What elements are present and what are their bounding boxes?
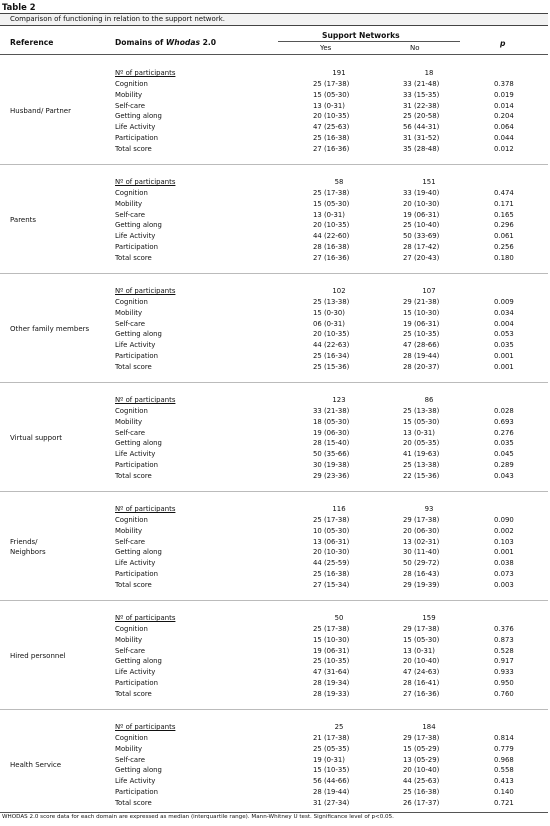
participants-no: 151	[422, 178, 436, 186]
group-divider	[0, 273, 548, 274]
participants-label: Nº of participants	[115, 396, 176, 404]
no-cell: 25 (13-38)	[403, 461, 440, 470]
group-divider	[0, 491, 548, 492]
participants-yes: 102	[332, 287, 346, 295]
domain-cell: Self-care	[115, 646, 145, 655]
domain-cell: Self-care	[115, 101, 145, 110]
no-cell: 25 (13-38)	[403, 406, 440, 415]
p-value-cell: 0.760	[494, 689, 514, 698]
participants-yes: 116	[332, 505, 346, 513]
p-value-cell: 0.035	[494, 439, 514, 448]
yes-cell: 13 (0-31)	[313, 101, 345, 110]
yes-cell: 25 (17-38)	[313, 188, 350, 197]
yes-cell: 21 (17-38)	[313, 733, 350, 742]
participants-label: Nº of participants	[115, 614, 176, 622]
yes-cell: 19 (06-30)	[313, 428, 350, 437]
yes-cell: 25 (17-38)	[313, 624, 350, 633]
domain-cell: Participation	[115, 461, 159, 470]
p-value-cell: 0.001	[494, 548, 514, 557]
domain-cell: Cognition	[115, 406, 148, 415]
yes-cell: 30 (19-38)	[313, 461, 350, 470]
domain-cell: Self-care	[115, 428, 145, 437]
domain-cell: Life Activity	[115, 668, 156, 677]
yes-cell: 25 (16-38)	[313, 570, 350, 579]
yes-cell: 06 (0-31)	[313, 319, 345, 328]
yes-cell: 27 (16-36)	[313, 144, 350, 153]
p-value-cell: 0.378	[494, 79, 514, 88]
domain-cell: Cognition	[115, 79, 148, 88]
no-cell: 30 (11-40)	[403, 548, 440, 557]
domain-cell: Self-care	[115, 537, 145, 546]
no-cell: 27 (20-43)	[403, 253, 440, 262]
no-cell: 35 (28-48)	[403, 144, 440, 153]
yes-cell: 19 (0-31)	[313, 755, 345, 764]
no-cell: 20 (06-30)	[403, 526, 440, 535]
yes-cell: 20 (10-35)	[313, 221, 350, 230]
no-cell: 22 (15-36)	[403, 471, 440, 480]
domain-cell: Total score	[115, 689, 152, 698]
no-cell: 15 (05-30)	[403, 635, 440, 644]
no-cell: 28 (17-42)	[403, 243, 440, 252]
participants-label: Nº of participants	[115, 505, 176, 513]
no-cell: 33 (19-40)	[403, 188, 440, 197]
group-reference: Parents	[10, 215, 37, 224]
group-divider	[0, 164, 548, 165]
p-value-cell: 0.558	[494, 766, 514, 775]
no-cell: 15 (05-30)	[403, 417, 440, 426]
no-cell: 27 (16-36)	[403, 689, 440, 698]
header-domains-prefix: Domains of	[115, 38, 166, 47]
no-cell: 31 (22-38)	[403, 101, 440, 110]
yes-cell: 56 (44-66)	[313, 777, 350, 786]
no-cell: 25 (20-58)	[403, 112, 440, 121]
domain-cell: Mobility	[115, 526, 143, 535]
yes-cell: 27 (15-34)	[313, 580, 350, 589]
no-cell: 25 (10-35)	[403, 330, 440, 339]
domain-cell: Getting along	[115, 221, 162, 230]
domain-cell: Cognition	[115, 297, 148, 306]
yes-cell: 19 (06-31)	[313, 646, 350, 655]
no-cell: 29 (21-38)	[403, 297, 440, 306]
yes-cell: 10 (05-30)	[313, 526, 350, 535]
participants-no: 159	[422, 614, 436, 622]
yes-cell: 25 (13-38)	[313, 297, 350, 306]
no-cell: 19 (06-31)	[403, 319, 440, 328]
yes-cell: 20 (10-35)	[313, 330, 350, 339]
yes-cell: 27 (16-36)	[313, 253, 350, 262]
domain-cell: Life Activity	[115, 559, 156, 568]
yes-cell: 20 (10-30)	[313, 548, 350, 557]
yes-cell: 28 (19-33)	[313, 689, 350, 698]
p-value-cell: 0.276	[494, 428, 514, 437]
participants-no: 93	[424, 505, 434, 513]
domain-cell: Self-care	[115, 210, 145, 219]
yes-cell: 33 (21-38)	[313, 406, 350, 415]
domain-cell: Mobility	[115, 417, 143, 426]
bottom-rule	[0, 812, 548, 813]
p-value-cell: 0.001	[494, 352, 514, 361]
p-value-cell: 0.035	[494, 341, 514, 350]
p-value-cell: 0.038	[494, 559, 514, 568]
p-value-cell: 0.376	[494, 624, 514, 633]
table-label: Table 2	[2, 2, 36, 12]
p-value-cell: 0.140	[494, 788, 514, 797]
no-cell: 13 (02-31)	[403, 537, 440, 546]
no-cell: 25 (10-40)	[403, 221, 440, 230]
participants-yes: 123	[332, 396, 346, 404]
group-reference: Friends/	[10, 537, 38, 546]
domain-cell: Participation	[115, 570, 159, 579]
p-value-cell: 0.014	[494, 101, 514, 110]
p-value-cell: 0.171	[494, 199, 514, 208]
yes-cell: 15 (10-35)	[313, 766, 350, 775]
domain-cell: Mobility	[115, 744, 143, 753]
yes-cell: 31 (27-34)	[313, 798, 350, 807]
domain-cell: Getting along	[115, 657, 162, 666]
yes-cell: 25 (15-36)	[313, 362, 350, 371]
p-value-cell: 0.061	[494, 232, 514, 241]
group-divider	[0, 709, 548, 710]
no-cell: 20 (05-35)	[403, 439, 440, 448]
no-cell: 15 (05-29)	[403, 744, 440, 753]
caption-bar	[0, 13, 548, 26]
no-cell: 50 (29-72)	[403, 559, 440, 568]
header-support-networks: Support Networks	[322, 31, 400, 40]
p-value-cell: 0.019	[494, 90, 514, 99]
domain-cell: Mobility	[115, 308, 143, 317]
domain-cell: Participation	[115, 134, 159, 143]
no-cell: 44 (25-63)	[403, 777, 440, 786]
no-cell: 20 (10-40)	[403, 766, 440, 775]
p-value-cell: 0.034	[494, 308, 514, 317]
p-value-cell: 0.474	[494, 188, 514, 197]
domain-cell: Self-care	[115, 755, 145, 764]
no-cell: 50 (33-69)	[403, 232, 440, 241]
p-value-cell: 0.296	[494, 221, 514, 230]
yes-cell: 44 (22-60)	[313, 232, 350, 241]
participants-label: Nº of participants	[115, 723, 176, 731]
no-cell: 56 (44-31)	[403, 123, 440, 132]
participants-yes: 58	[334, 178, 344, 186]
p-value-cell: 0.003	[494, 580, 514, 589]
header-domains	[115, 38, 216, 47]
domain-cell: Getting along	[115, 439, 162, 448]
no-cell: 28 (19-44)	[403, 352, 440, 361]
table-caption: Comparison of functioning in relation to the support network.	[10, 15, 225, 23]
p-value-cell: 0.917	[494, 657, 514, 666]
header-domains-suffix: 2.0	[200, 38, 217, 47]
yes-cell: 44 (22-63)	[313, 341, 350, 350]
no-cell: 20 (10-30)	[403, 199, 440, 208]
participants-label: Nº of participants	[115, 69, 176, 77]
yes-cell: 47 (31-64)	[313, 668, 350, 677]
participants-yes: 191	[332, 69, 346, 77]
header-no: No	[410, 44, 420, 52]
p-value-cell: 0.073	[494, 570, 514, 579]
no-cell: 19 (06-31)	[403, 210, 440, 219]
domain-cell: Life Activity	[115, 450, 156, 459]
p-value-cell: 0.053	[494, 330, 514, 339]
p-value-cell: 0.289	[494, 461, 514, 470]
domain-cell: Mobility	[115, 90, 143, 99]
p-value-cell: 0.950	[494, 679, 514, 688]
p-value-cell: 0.028	[494, 406, 514, 415]
yes-cell: 28 (15-40)	[313, 439, 350, 448]
domain-cell: Life Activity	[115, 777, 156, 786]
p-value-cell: 0.256	[494, 243, 514, 252]
domain-cell: Total score	[115, 471, 152, 480]
p-value-cell: 0.001	[494, 362, 514, 371]
p-value-cell: 0.693	[494, 417, 514, 426]
no-cell: 25 (16-38)	[403, 788, 440, 797]
domain-cell: Participation	[115, 679, 159, 688]
yes-cell: 13 (0-31)	[313, 210, 345, 219]
no-cell: 29 (19-39)	[403, 580, 440, 589]
domain-cell: Self-care	[115, 319, 145, 328]
p-value-cell: 0.779	[494, 744, 514, 753]
no-cell: 28 (20-37)	[403, 362, 440, 371]
p-value-cell: 0.002	[494, 526, 514, 535]
participants-label: Nº of participants	[115, 287, 176, 295]
domain-cell: Life Activity	[115, 341, 156, 350]
header-yes: Yes	[320, 44, 332, 52]
domain-cell: Life Activity	[115, 232, 156, 241]
p-value-cell: 0.180	[494, 253, 514, 262]
no-cell: 28 (16-43)	[403, 570, 440, 579]
p-value-cell: 0.012	[494, 144, 514, 153]
domain-cell: Getting along	[115, 330, 162, 339]
group-reference: Husband/ Partner	[10, 106, 71, 115]
group-reference: Hired personnel	[10, 651, 66, 660]
no-cell: 47 (28-66)	[403, 341, 440, 350]
p-value-cell: 0.004	[494, 319, 514, 328]
p-value-cell: 0.528	[494, 646, 514, 655]
header-reference: Reference	[10, 38, 54, 47]
yes-cell: 15 (0-30)	[313, 308, 345, 317]
no-cell: 33 (15-35)	[403, 90, 440, 99]
domain-cell: Life Activity	[115, 123, 156, 132]
yes-cell: 28 (19-34)	[313, 679, 350, 688]
group-divider	[0, 600, 548, 601]
yes-cell: 28 (16-38)	[313, 243, 350, 252]
domain-cell: Cognition	[115, 515, 148, 524]
domain-cell: Total score	[115, 798, 152, 807]
participants-no: 107	[422, 287, 436, 295]
domain-cell: Participation	[115, 243, 159, 252]
yes-cell: 44 (25-59)	[313, 559, 350, 568]
p-value-cell: 0.043	[494, 471, 514, 480]
header-domains-italic: Whodas	[165, 38, 200, 47]
yes-cell: 29 (23-36)	[313, 471, 350, 480]
no-cell: 13 (0-31)	[403, 646, 435, 655]
domain-cell: Participation	[115, 352, 159, 361]
yes-cell: 47 (25-63)	[313, 123, 350, 132]
yes-cell: 28 (19-44)	[313, 788, 350, 797]
yes-cell: 25 (05-35)	[313, 744, 350, 753]
domain-cell: Cognition	[115, 624, 148, 633]
domain-cell: Cognition	[115, 733, 148, 742]
domain-cell: Total score	[115, 253, 152, 262]
participants-label: Nº of participants	[115, 178, 176, 186]
p-value-cell: 0.873	[494, 635, 514, 644]
yes-cell: 25 (17-38)	[313, 79, 350, 88]
p-value-cell: 0.045	[494, 450, 514, 459]
p-value-cell: 0.933	[494, 668, 514, 677]
group-reference: Virtual support	[10, 433, 62, 442]
no-cell: 29 (17-38)	[403, 733, 440, 742]
participants-no: 18	[424, 69, 434, 77]
yes-cell: 50 (35-66)	[313, 450, 350, 459]
p-value-cell: 0.064	[494, 123, 514, 132]
participants-no: 184	[422, 723, 436, 731]
domain-cell: Getting along	[115, 112, 162, 121]
no-cell: 29 (17-38)	[403, 515, 440, 524]
p-value-cell: 0.090	[494, 515, 514, 524]
no-cell: 15 (10-30)	[403, 308, 440, 317]
yes-cell: 25 (10-35)	[313, 657, 350, 666]
yes-cell: 15 (05-30)	[313, 199, 350, 208]
yes-cell: 25 (17-38)	[313, 515, 350, 524]
domain-cell: Participation	[115, 788, 159, 797]
yes-cell: 25 (16-34)	[313, 352, 350, 361]
p-value-cell: 0.968	[494, 755, 514, 764]
group-reference: Other family members	[10, 324, 90, 333]
p-value-cell: 0.009	[494, 297, 514, 306]
participants-no: 86	[424, 396, 434, 404]
yes-cell: 13 (06-31)	[313, 537, 350, 546]
domain-cell: Getting along	[115, 548, 162, 557]
no-cell: 20 (10-40)	[403, 657, 440, 666]
no-cell: 31 (31-52)	[403, 134, 440, 143]
yes-cell: 18 (05-30)	[313, 417, 350, 426]
no-cell: 13 (0-31)	[403, 428, 435, 437]
no-cell: 47 (24-63)	[403, 668, 440, 677]
p-value-cell: 0.814	[494, 733, 514, 742]
no-cell: 29 (17-38)	[403, 624, 440, 633]
p-value-cell: 0.103	[494, 537, 514, 546]
domain-cell: Mobility	[115, 635, 143, 644]
header-rule	[0, 54, 548, 55]
no-cell: 28 (16-41)	[403, 679, 440, 688]
p-value-cell: 0.044	[494, 134, 514, 143]
participants-yes: 50	[334, 614, 344, 622]
yes-cell: 25 (16-38)	[313, 134, 350, 143]
p-value-cell: 0.204	[494, 112, 514, 121]
domain-cell: Mobility	[115, 199, 143, 208]
support-networks-underline	[278, 41, 460, 42]
domain-cell: Getting along	[115, 766, 162, 775]
no-cell: 13 (05-29)	[403, 755, 440, 764]
yes-cell: 15 (10-30)	[313, 635, 350, 644]
domain-cell: Total score	[115, 580, 152, 589]
p-value-cell: 0.721	[494, 798, 514, 807]
no-cell: 33 (21-48)	[403, 79, 440, 88]
p-value-cell: 0.165	[494, 210, 514, 219]
participants-yes: 25	[334, 723, 344, 731]
domain-cell: Total score	[115, 362, 152, 371]
footnote: WHODAS 2.0 score data for each domain are expressed as median (interquartile range). Mann-Whitney U test. Significance level of p<0.05.	[2, 814, 394, 820]
group-divider	[0, 382, 548, 383]
p-value-cell: 0.413	[494, 777, 514, 786]
domain-cell: Cognition	[115, 188, 148, 197]
no-cell: 41 (19-63)	[403, 450, 440, 459]
group-reference: Health Service	[10, 760, 62, 769]
yes-cell: 15 (05-30)	[313, 90, 350, 99]
yes-cell: 20 (10-35)	[313, 112, 350, 121]
header-p: p	[500, 39, 506, 48]
group-reference: Neighbors	[10, 547, 46, 556]
domain-cell: Total score	[115, 144, 152, 153]
no-cell: 26 (17-37)	[403, 798, 440, 807]
